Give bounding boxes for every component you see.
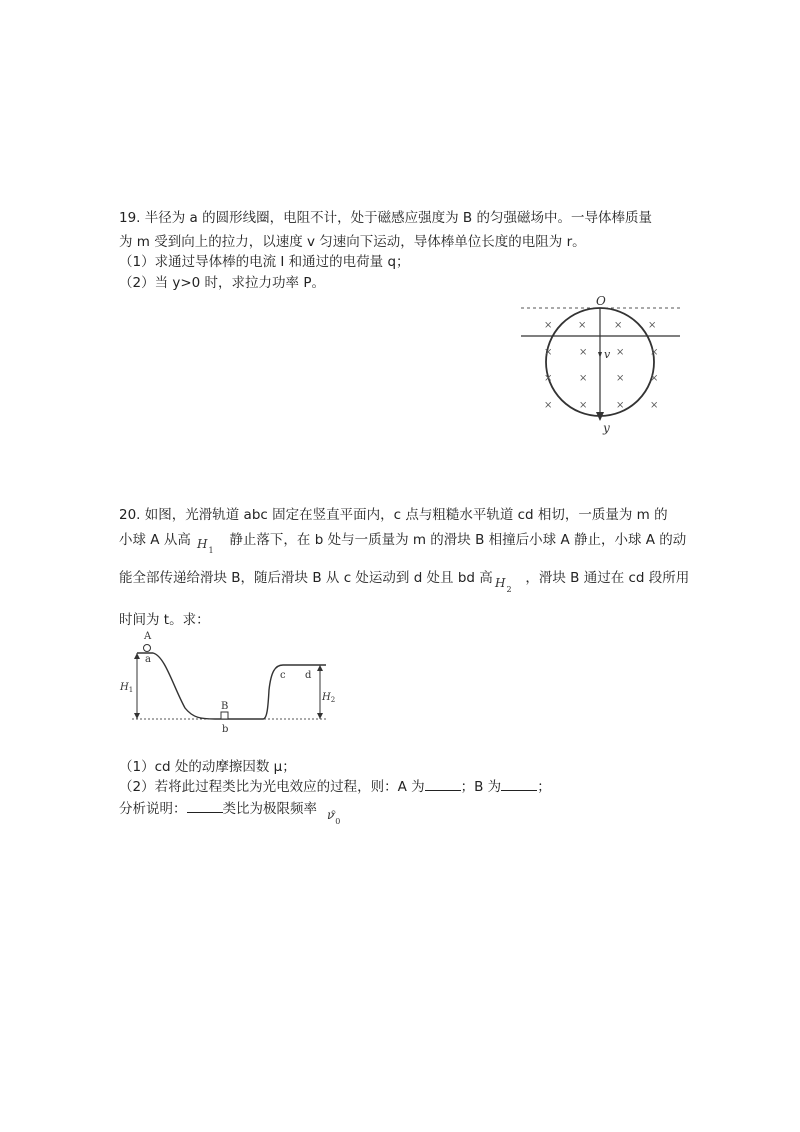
q19-line-2: 为 m 受到向上的拉力，以速度 v 匀速向下运动，导体棒单位长度的电阻为 r。 xyxy=(119,234,586,250)
label-d: d xyxy=(305,670,312,681)
field-mark-11: × xyxy=(650,373,659,384)
q19-circle-diagram xyxy=(515,292,685,442)
h1-symbol: $H_1$ xyxy=(197,537,214,555)
label-a-point: a xyxy=(145,654,151,665)
q20-part-1: （1）cd 处的动摩擦因数 μ； xyxy=(119,759,296,775)
label-a-ball: A xyxy=(144,631,152,642)
field-mark-10: × xyxy=(616,373,625,384)
h2-symbol: $H_2$ xyxy=(495,576,512,594)
q20-part-2: （2）若将此过程类比为光电效应的过程，则：A 为 ；B 为 ； xyxy=(119,779,551,795)
q20-line-3 xyxy=(119,568,690,594)
q20-line-1: 20. 如图，光滑轨道 abc 固定在竖直平面内，c 点与粗糙水平轨道 cd 相切，一质量为 m 的 xyxy=(119,507,668,523)
field-mark-4: × xyxy=(544,347,553,358)
field-mark-15: × xyxy=(650,400,659,411)
field-mark-3: × xyxy=(648,320,657,331)
label-b-point: b xyxy=(222,724,229,735)
field-mark-2: × xyxy=(614,320,623,331)
q20-line-2-end: 静止落下，在 b 处与一质量为 m 的滑块 B 相撞后小球 A 静止，小球 A 的动 xyxy=(229,532,687,548)
label-o: O xyxy=(596,294,606,308)
field-mark-1: × xyxy=(578,320,587,331)
q19-line-1: 19. 半径为 a 的圆形线圈，电阻不计，处于磁感应强度为 B 的匀强磁场中。一导体棒质量 xyxy=(119,210,652,226)
q20-line-3-end: ，滑块 B 通过在 cd 段所用 xyxy=(525,570,690,586)
field-mark-9: × xyxy=(579,373,588,384)
field-mark-8: × xyxy=(544,373,553,384)
q20-analysis: 分析说明： 类比为极限频率 。 xyxy=(119,801,345,817)
field-mark-7: × xyxy=(650,347,659,358)
field-mark-5: × xyxy=(579,347,588,358)
q20-line-2-start: 小球 A 从高 xyxy=(119,532,191,548)
label-v: v xyxy=(604,348,611,361)
field-mark-13: × xyxy=(579,400,588,411)
label-y: y xyxy=(603,421,610,435)
q19-part-2: （2）当 y>0 时，求拉力功率 P。 xyxy=(119,275,325,291)
blank-a[interactable] xyxy=(425,777,461,791)
field-mark-6: × xyxy=(616,347,625,358)
q20-line-3-start: 能全部传递给滑块 B，随后滑块 B 从 c 处运动到 d 处且 bd 高 xyxy=(119,570,493,586)
nu0-symbol: $\nu_0$ xyxy=(327,808,341,826)
field-mark-12: × xyxy=(544,400,553,411)
q20-track-diagram xyxy=(115,628,335,740)
label-h1: $H_1$ xyxy=(120,682,134,694)
q20-line-4: 时间为 t。求： xyxy=(119,612,210,628)
q19-part-1: （1）求通过导体棒的电流 I 和通过的电荷量 q； xyxy=(119,254,410,270)
blank-analysis[interactable] xyxy=(187,799,223,813)
blank-b[interactable] xyxy=(501,777,537,791)
label-c: c xyxy=(280,670,286,681)
label-b-block: B xyxy=(221,701,229,712)
field-mark-0: × xyxy=(544,320,553,331)
label-h2: $H_2$ xyxy=(322,692,335,704)
field-mark-14: × xyxy=(616,400,625,411)
